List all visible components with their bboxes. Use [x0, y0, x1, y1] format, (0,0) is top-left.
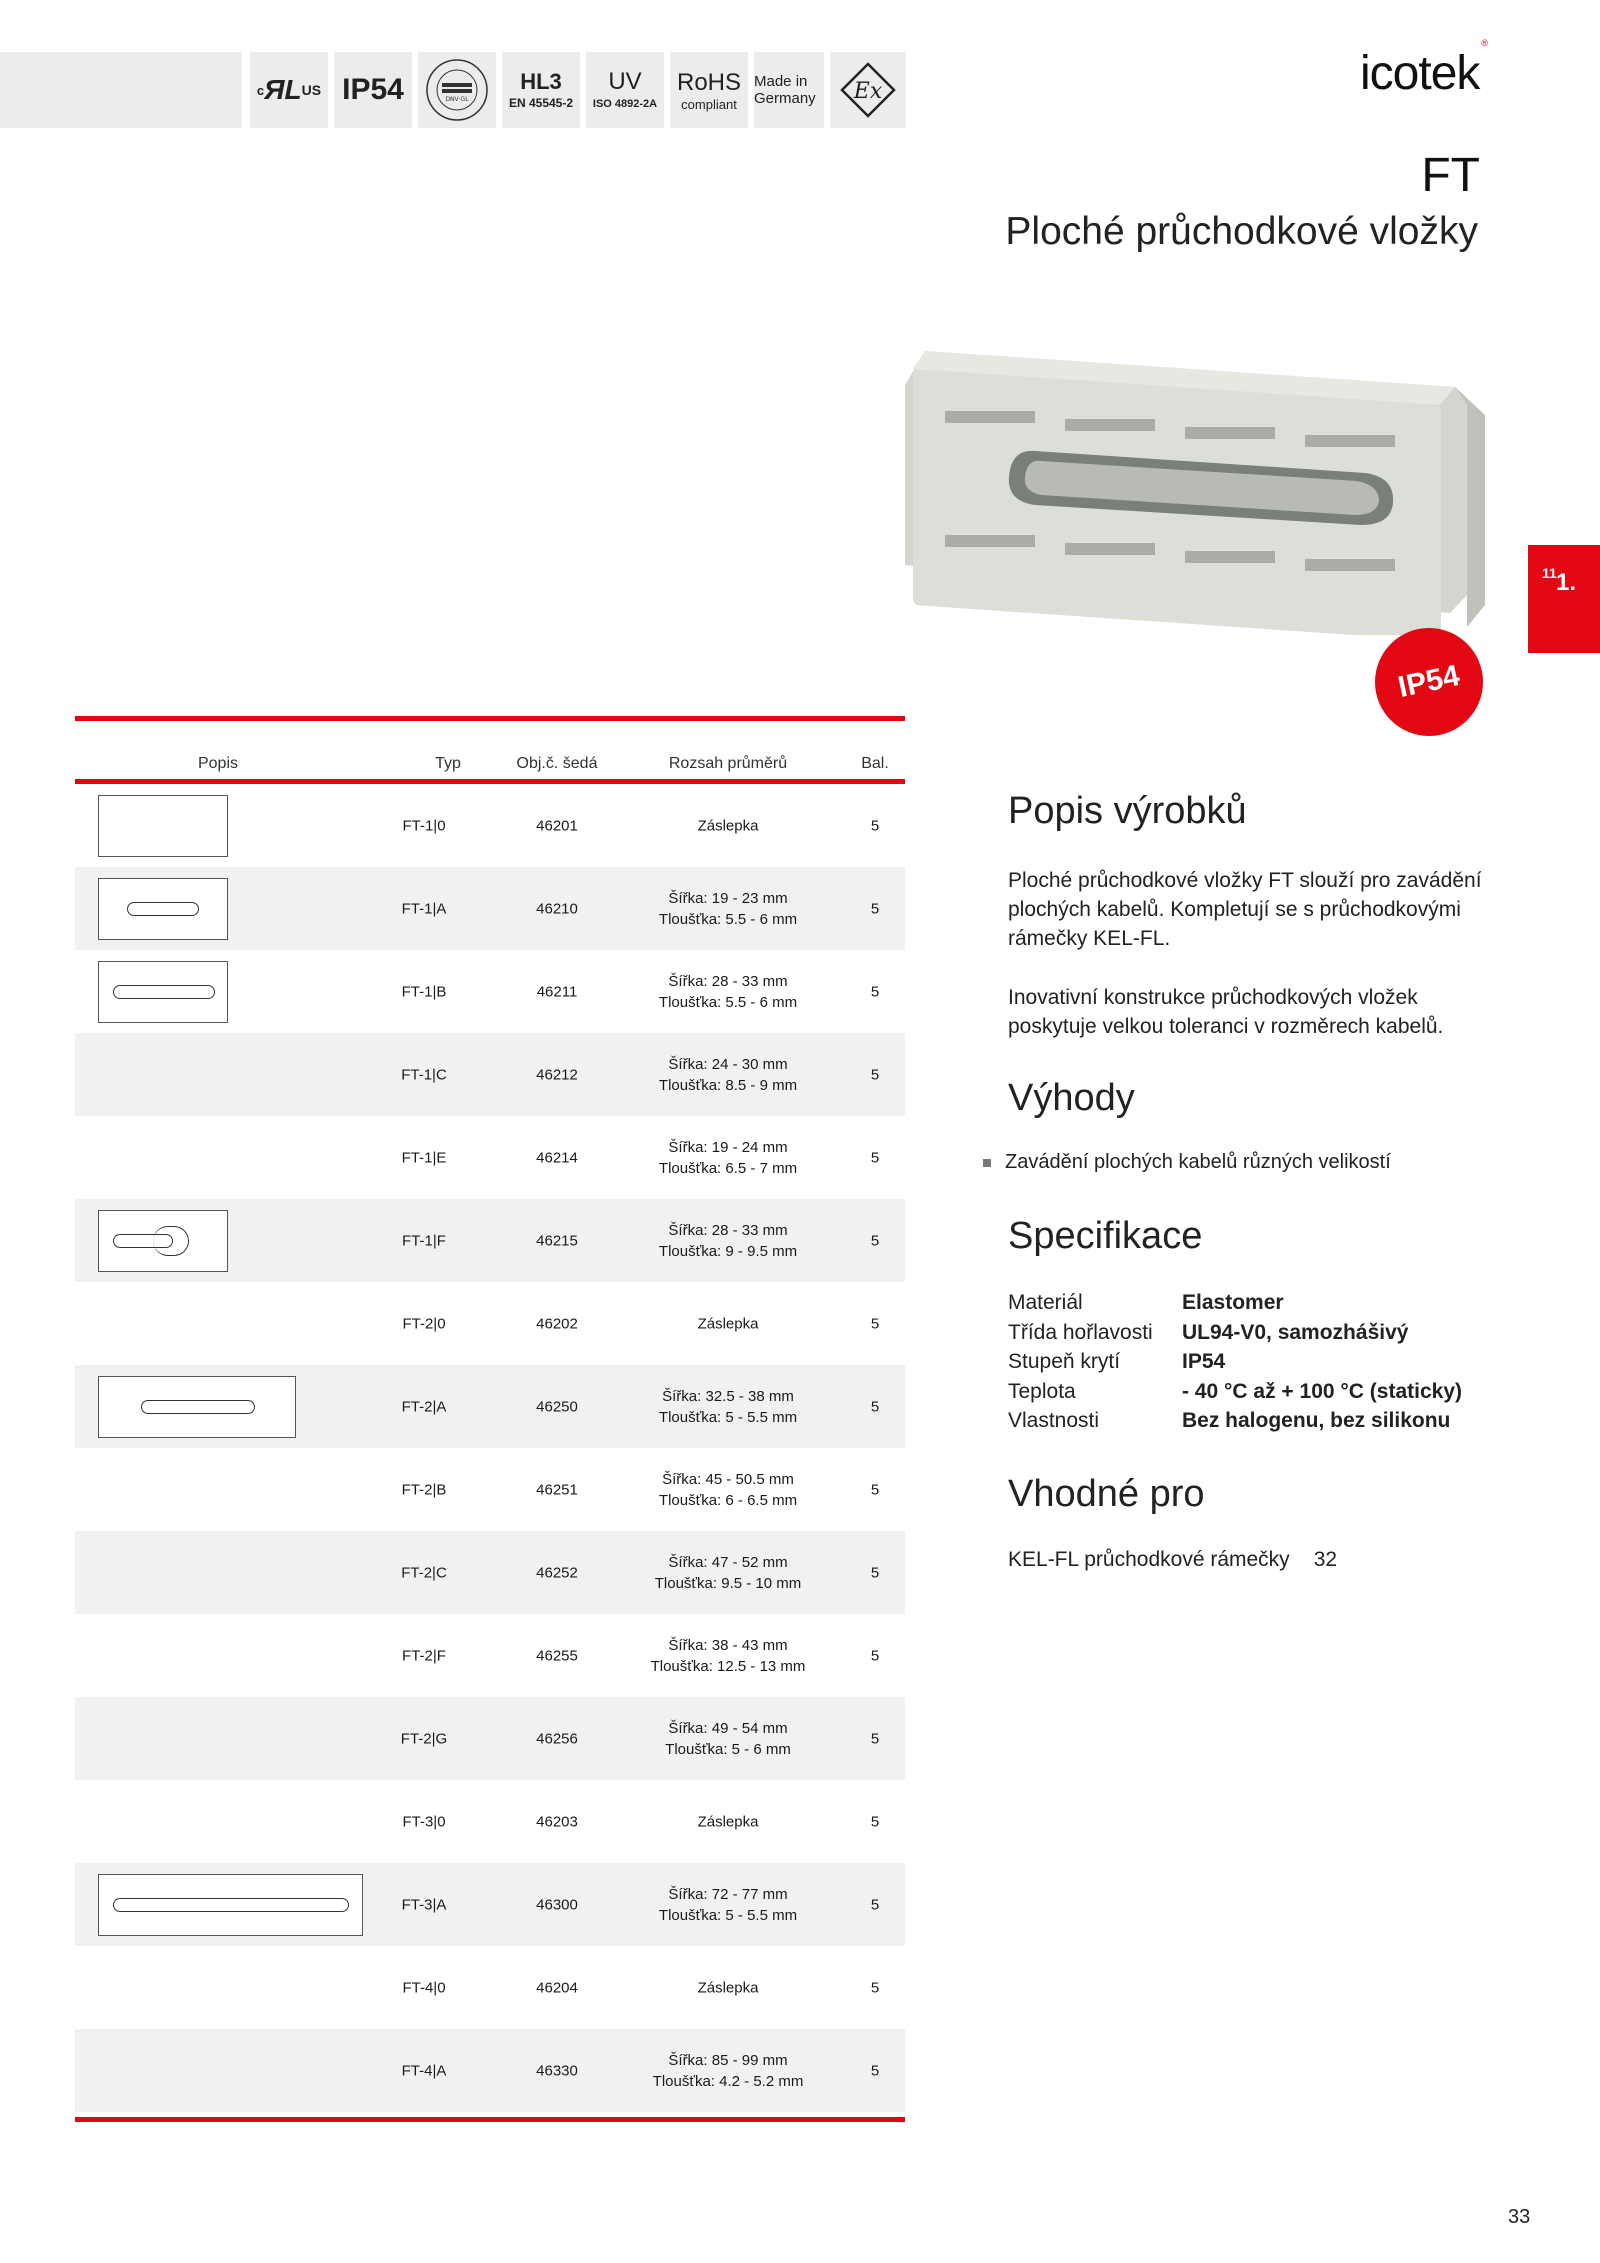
cell-typ: FT-3|0 — [402, 1813, 446, 1830]
col-obj: Obj.č. šedá — [516, 755, 598, 772]
cell-obj: 46204 — [536, 1979, 578, 1996]
chapter-tab: 1. 11 — [1528, 545, 1600, 653]
cell-bal: 5 — [870, 2062, 880, 2079]
cell-bal: 5 — [870, 1730, 880, 1747]
row-drawing — [98, 1210, 228, 1272]
cell-bal: 5 — [870, 983, 880, 1000]
range-width: Záslepka — [697, 1315, 759, 1332]
ip54-cert: IP54 — [334, 52, 412, 128]
cell-obj: 46300 — [536, 1896, 578, 1913]
range-thickness: Tloušťka: 5 - 5.5 mm — [658, 1906, 798, 1924]
table-row — [75, 1697, 905, 1780]
cell-range — [659, 1884, 797, 1926]
cell-obj: 46250 — [536, 1398, 578, 1415]
cell-typ: FT-2|C — [401, 1564, 447, 1581]
cell-obj: 46255 — [536, 1647, 578, 1664]
cell-range — [659, 1469, 797, 1511]
svg-text:Ex: Ex — [853, 79, 883, 104]
range-width: Šířka: 28 - 33 mm — [668, 1221, 788, 1239]
cell-bal: 5 — [870, 1647, 880, 1664]
range-width: Šířka: 32.5 - 38 mm — [662, 1387, 794, 1405]
range-width: Záslepka — [697, 1813, 759, 1830]
table-row — [75, 1531, 905, 1614]
cell-typ: FT-3|A — [401, 1896, 447, 1913]
cell-bal: 5 — [870, 1481, 880, 1498]
cell-bal: 5 — [870, 1149, 880, 1166]
row-drawing — [98, 878, 228, 940]
row-drawing — [98, 1376, 296, 1438]
description-title: Popis výrobků — [1008, 790, 1247, 832]
cell-typ: FT-1|E — [401, 1149, 447, 1166]
svg-text:DNV·GL: DNV·GL — [445, 96, 469, 103]
range-width: Šířka: 28 - 33 mm — [668, 972, 788, 990]
range-thickness: Tloušťka: 5.5 - 6 mm — [658, 993, 798, 1011]
cell-range — [659, 1137, 797, 1179]
cell-obj: 46215 — [536, 1232, 578, 1249]
cell-typ: FT-2|0 — [402, 1315, 446, 1332]
table-row — [75, 867, 905, 950]
spec-row: Vlastnosti Bez halogenu, bez silikonu — [1008, 1409, 1451, 1432]
spec-row: Třída hořlavosti UL94-V0, samozhášivý — [1008, 1320, 1409, 1344]
uv-cert: UV ISO 4892-2A — [586, 52, 664, 128]
range-thickness: Tloušťka: 4.2 - 5.2 mm — [652, 2072, 804, 2090]
cell-range — [653, 2050, 804, 2092]
specs-title: Specifikace — [1008, 1215, 1203, 1257]
col-bal: Bal. — [861, 755, 889, 772]
cell-range — [659, 1386, 797, 1428]
dnv-cert-icon — [418, 52, 496, 128]
ul-cert-icon: c ЯL US — [250, 52, 328, 128]
range-width: Záslepka — [697, 1979, 759, 1996]
cell-bal: 5 — [870, 900, 880, 917]
range-width: Šířka: 19 - 24 mm — [668, 1138, 788, 1156]
table-row — [75, 1365, 905, 1448]
range-width: Šířka: 72 - 77 mm — [668, 1885, 788, 1903]
page-number: 33 — [1508, 2206, 1531, 2228]
page-title: Ploché průchodkové vložky — [1005, 210, 1478, 253]
range-thickness: Tloušťka: 8.5 - 9 mm — [658, 1076, 798, 1094]
table-row — [75, 1282, 905, 1365]
cell-bal: 5 — [870, 1813, 880, 1830]
suitable-page-ref[interactable]: 32 — [1313, 1548, 1338, 1571]
cell-range — [698, 1811, 759, 1832]
cell-typ: FT-4|0 — [402, 1979, 446, 1996]
cell-obj: 46210 — [536, 900, 578, 917]
ex-cert-icon — [830, 52, 906, 128]
table-header — [75, 721, 905, 779]
table-row — [75, 1780, 905, 1863]
cell-bal: 5 — [870, 1398, 880, 1415]
table-row — [75, 784, 905, 867]
bullet-icon — [983, 1159, 991, 1167]
table-row — [75, 1946, 905, 2029]
suitable-title: Vhodné pro — [1008, 1473, 1205, 1515]
col-popis: Popis — [197, 755, 239, 772]
cell-obj: 46256 — [536, 1730, 578, 1747]
spec-row: Stupeň krytí IP54 — [1008, 1350, 1226, 1373]
cell-bal: 5 — [870, 1066, 880, 1083]
product-image — [895, 345, 1495, 635]
made-in-germany: Made in Germany — [754, 52, 824, 128]
cell-obj: 46201 — [536, 817, 578, 834]
cell-range — [651, 1635, 806, 1677]
range-width: Šířka: 49 - 54 mm — [668, 1719, 788, 1737]
rohs-cert: RoHS compliant — [670, 52, 748, 128]
suitable-item[interactable]: KEL-FL průchodkové rámečky 32 — [1008, 1548, 1338, 1571]
spec-row: Teplota - 40 °C až + 100 °C (staticky) — [1008, 1379, 1463, 1403]
cell-obj: 46202 — [536, 1315, 578, 1332]
description-p1: Ploché průchodkové vložky FT slouží pro zavádění plochých kabelů. Kompletují se s průchodkovými rámečky KEL-FL. — [1008, 869, 1482, 950]
row-drawing — [98, 961, 228, 1023]
cell-typ: FT-1|C — [401, 1066, 447, 1083]
cell-range — [665, 1718, 791, 1760]
range-thickness: Tloušťka: 5.5 - 6 mm — [658, 910, 798, 928]
certification-bar — [0, 52, 906, 128]
cell-bal: 5 — [870, 1315, 880, 1332]
cell-bal: 5 — [870, 1232, 880, 1249]
range-width: Šířka: 47 - 52 mm — [668, 1553, 788, 1571]
cell-obj: 46252 — [536, 1564, 578, 1581]
cell-typ: FT-1|0 — [402, 817, 446, 834]
cell-range — [698, 1313, 759, 1334]
col-typ: Typ — [435, 755, 461, 772]
cell-range — [659, 1220, 797, 1262]
cell-typ: FT-4|A — [401, 2062, 447, 2079]
cell-range — [659, 971, 797, 1013]
cell-typ: FT-1|A — [401, 900, 447, 917]
cell-obj: 46212 — [536, 1066, 578, 1083]
range-thickness: Tloušťka: 12.5 - 13 mm — [650, 1657, 806, 1675]
cell-typ: FT-2|B — [401, 1481, 447, 1498]
table-row — [75, 2029, 905, 2112]
cell-range — [659, 888, 797, 930]
cell-range — [698, 815, 759, 836]
cell-bal: 5 — [870, 1564, 880, 1581]
table-body — [75, 784, 905, 2112]
cell-obj: 46330 — [536, 2062, 578, 2079]
range-width: Záslepka — [697, 817, 759, 834]
range-thickness: Tloušťka: 9 - 9.5 mm — [658, 1242, 798, 1260]
cell-range — [659, 1054, 797, 1096]
table-row — [75, 1116, 905, 1199]
cell-range — [655, 1552, 802, 1594]
advantage-item: Zavádění plochých kabelů různých velikostí — [983, 1151, 1391, 1174]
cell-obj: 46211 — [536, 983, 578, 1000]
cell-bal: 5 — [870, 1896, 880, 1913]
advantages-title: Výhody — [1008, 1077, 1135, 1119]
range-width: Šířka: 38 - 43 mm — [668, 1636, 788, 1654]
brand-logo: icotek® — [1360, 38, 1488, 100]
cell-typ: FT-1|B — [401, 983, 447, 1000]
cell-obj: 46214 — [536, 1149, 578, 1166]
cell-obj: 46203 — [536, 1813, 578, 1830]
range-thickness: Tloušťka: 5 - 5.5 mm — [658, 1408, 798, 1426]
col-rozsah: Rozsah průměrů — [668, 755, 788, 772]
cell-range — [698, 1977, 759, 1998]
range-width: Šířka: 85 - 99 mm — [668, 2051, 788, 2069]
table-row — [75, 1033, 905, 1116]
product-code: FT — [1421, 149, 1480, 202]
ip54-badge: IP54 — [1365, 618, 1493, 746]
cell-typ: FT-2|F — [402, 1647, 446, 1664]
cell-obj: 46251 — [536, 1481, 578, 1498]
range-thickness: Tloušťka: 9.5 - 10 mm — [654, 1574, 802, 1592]
range-width: Šířka: 19 - 23 mm — [668, 889, 788, 907]
product-table — [75, 716, 905, 2122]
description-p2: Inovativní konstrukce průchodkových vložek poskytuje velkou toleranci v rozměrech kabelů. — [1008, 986, 1444, 1038]
cell-bal: 5 — [870, 1979, 880, 1996]
hl3-cert: HL3 EN 45545-2 — [502, 52, 580, 128]
spec-row: Materiál Elastomer — [1008, 1291, 1284, 1314]
table-row — [75, 1614, 905, 1697]
cell-bal: 5 — [870, 817, 880, 834]
row-drawing — [98, 1874, 363, 1936]
row-drawing — [98, 795, 228, 857]
spec-list — [1008, 1288, 1462, 1436]
range-width: Šířka: 24 - 30 mm — [668, 1055, 788, 1073]
table-row — [75, 1448, 905, 1531]
cell-typ: FT-2|G — [400, 1730, 448, 1747]
range-thickness: Tloušťka: 6 - 6.5 mm — [658, 1491, 798, 1509]
table-row — [75, 1863, 905, 1946]
table-row — [75, 1199, 905, 1282]
cell-typ: FT-1|F — [402, 1232, 446, 1249]
range-thickness: Tloušťka: 5 - 6 mm — [665, 1740, 791, 1758]
table-bottom-rule — [75, 2117, 905, 2122]
range-width: Šířka: 45 - 50.5 mm — [662, 1470, 794, 1488]
range-thickness: Tloušťka: 6.5 - 7 mm — [658, 1159, 798, 1177]
table-row — [75, 950, 905, 1033]
cell-typ: FT-2|A — [401, 1398, 447, 1415]
